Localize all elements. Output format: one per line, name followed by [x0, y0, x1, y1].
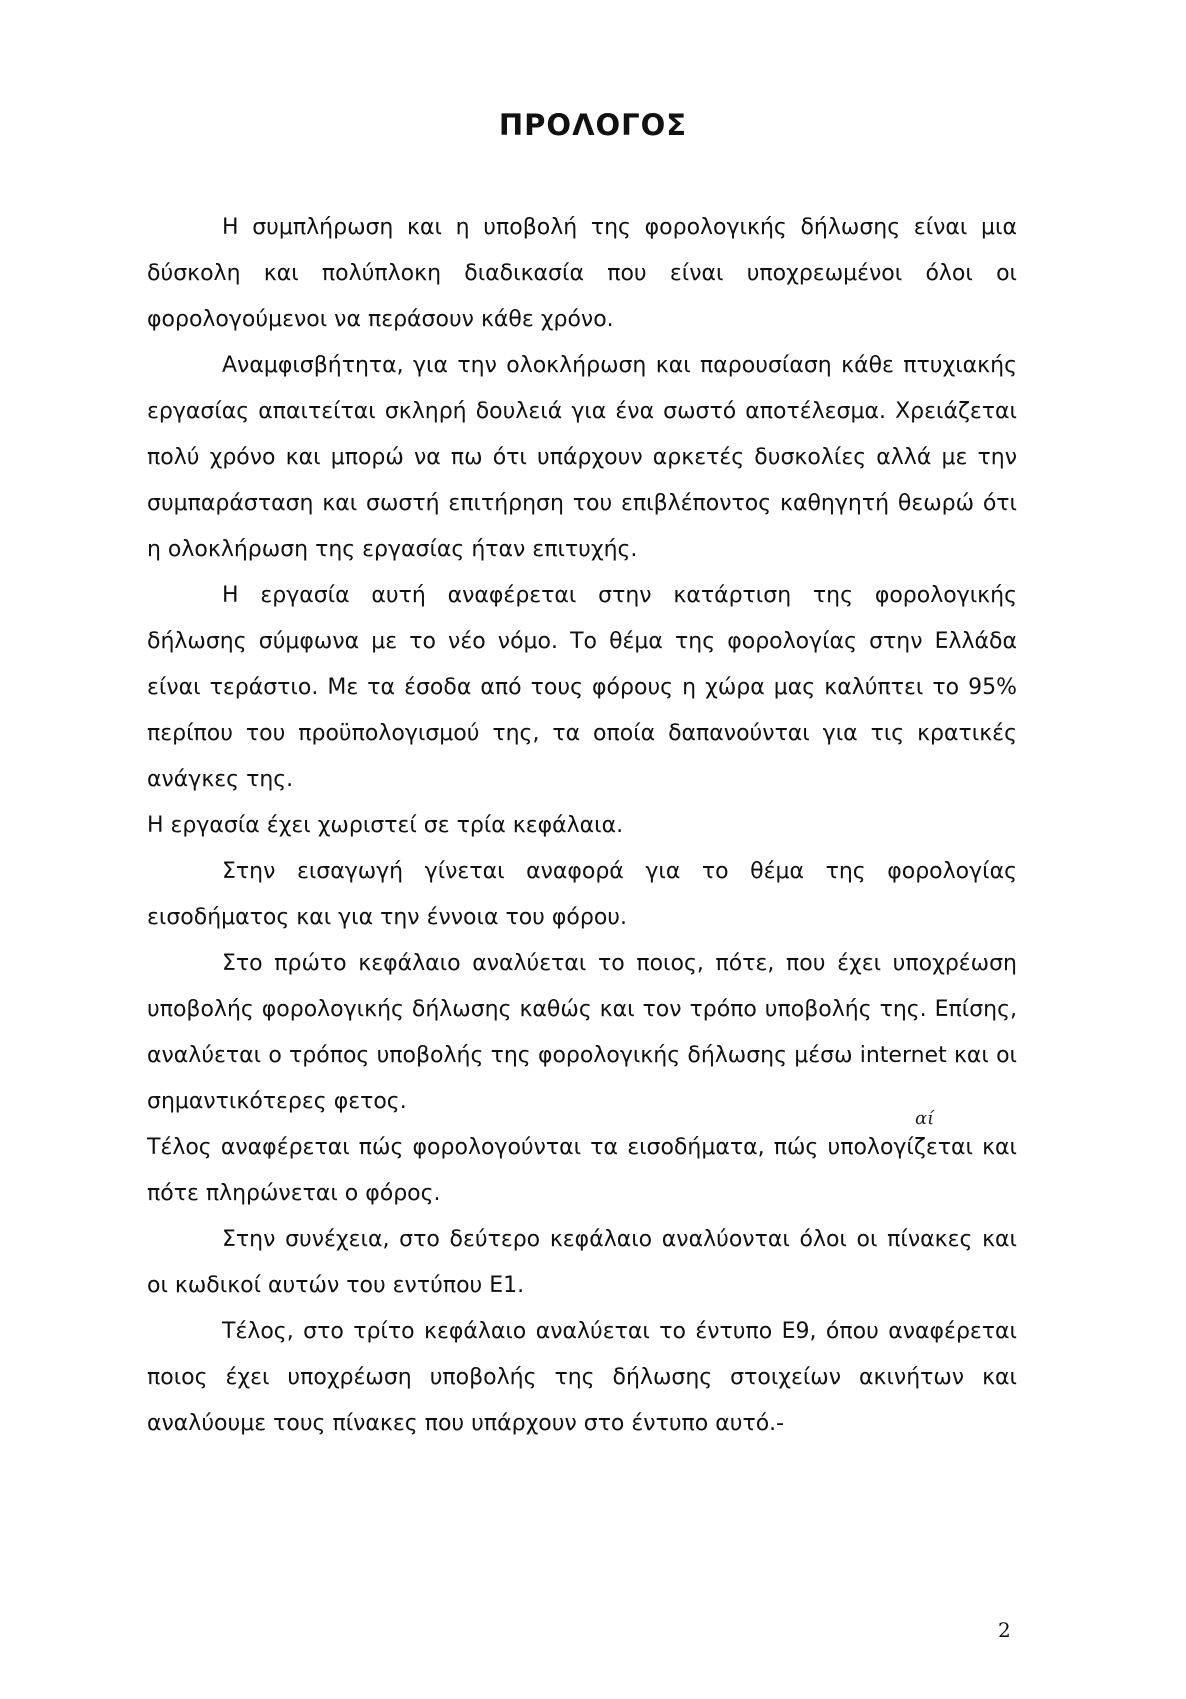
paragraph-1: Η συμπλήρωση και η υποβολή της φορολογικής δήλωσης είναι μια δύσκολη και πολύπλοκη διαδικασία που είναι υποχρεωμένοι όλοι οι φορολογούμενοι να περάσουν κάθε χρόνο.	[147, 215, 1017, 332]
page-number: 2	[998, 1618, 1011, 1642]
paragraph-3: Η εργασία αυτή αναφέρεται στην κατάρτιση της φορολογικής δήλωσης σύμφωνα με το νέο νόμο. Το θέμα της φορολογίας στην Ελλάδα είναι τεράστιο. Με τα έσοδα από τους φόρους η χώρα μας καλύπτει το 95% περίπου του προϋπολογισμού της, τα οποία δαπανούνται για τις κρατικές ανάγκες της.	[147, 583, 1017, 792]
paragraph-9: Τέλος, στο τρίτο κεφάλαιο αναλύεται το έντυπο Ε9, όπου αναφέρεται ποιος έχει υποχρέωση υποβολής της δήλωσης στοιχείων ακινήτων και αναλύουμε τους πίνακες που υπάρχουν στο έντυπο αυτό.-	[147, 1319, 1017, 1436]
paragraph-2: Αναμφισβήτητα, για την ολοκλήρωση και παρουσίαση κάθε πτυχιακής εργασίας απαιτείται σκληρή δουλειά για ένα σωστό αποτέλεσμα. Χρειάζεται πολύ χρόνο και μπορώ να πω ότι υπάρχουν αρκετές δυσκολίες αλλά με την συμπαράσταση και σωστή επιτήρηση του επιβλέποντος καθηγητή θεωρώ ότι η ολοκλήρωση της εργασίας ήταν επιτυχής.	[147, 353, 1017, 562]
paragraph-5: Στην εισαγωγή γίνεται αναφορά για το θέμα της φορολογίας εισοδήματος και για την έννοια του φόρου.	[147, 859, 1017, 930]
paragraph-6: Στο πρώτο κεφάλαιο αναλύεται το ποιος, πότε, που έχει υποχρέωση υποβολής φορολογικής δήλωσης καθώς και τον τρόπο υποβολής της. Επίσης, αναλύεται ο τρόπος υποβολής της φορολογικής δήλωσης μέσω internet και οι σημαντικότερες φετος.	[147, 951, 1017, 1114]
paragraph-8: Στην συνέχεια, στο δεύτερο κεφάλαιο αναλύονται όλοι οι πίνακες και οι κωδικοί αυτών του εντύπου Ε1.	[147, 1227, 1017, 1298]
body-text	[147, 205, 1017, 1447]
paragraph-4: Η εργασία έχει χωριστεί σε τρία κεφάλαια.	[147, 813, 624, 838]
page-title: ΠΡΟΛΟΓΟΣ	[498, 108, 688, 142]
handwritten-annotation: αί	[915, 1108, 935, 1129]
paragraph-7: Τέλος αναφέρεται πώς φορολογούνται τα εισοδήματα, πώς υπολογίζεται και πότε πληρώνεται ο φόρος.	[147, 1135, 1017, 1206]
